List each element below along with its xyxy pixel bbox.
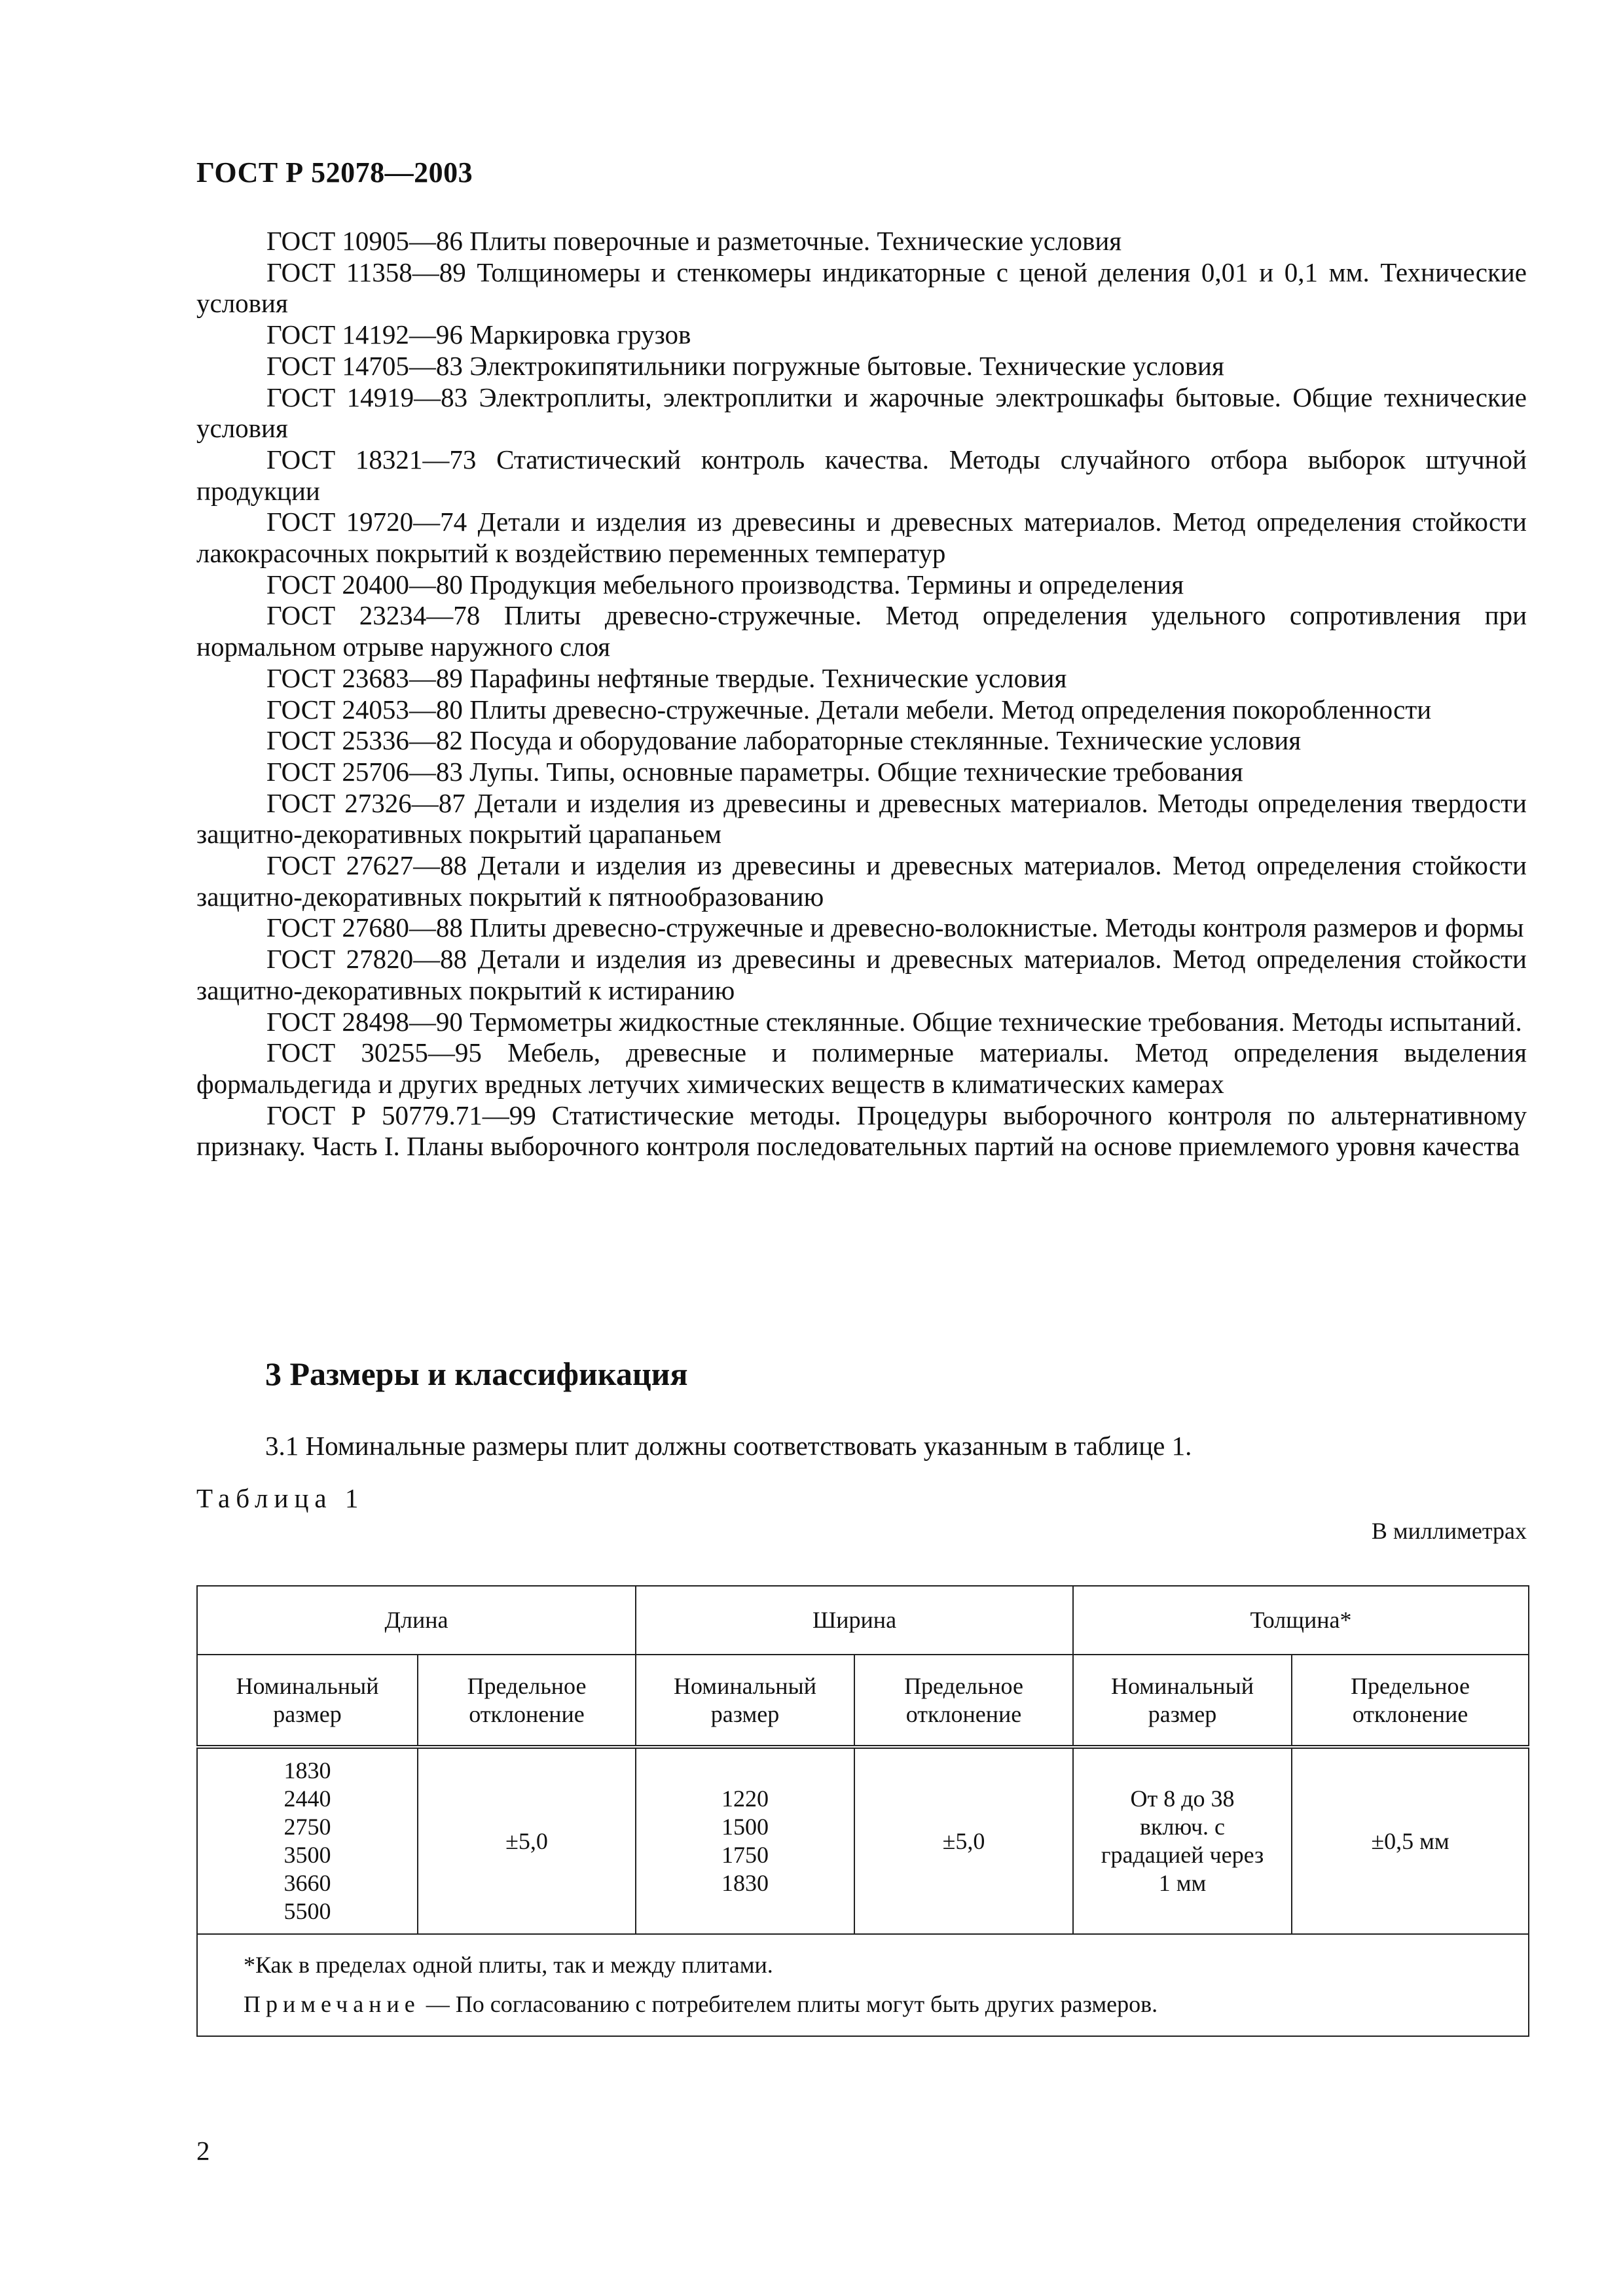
- reference-entry: [196, 351, 1527, 382]
- reference-code: ГОСТ 25336—82: [266, 725, 463, 756]
- length-values-cell: [197, 1747, 418, 1934]
- reference-title: Термометры жидкостные стеклянные. Общие технические требования. Методы испытаний.: [469, 1006, 1522, 1037]
- length-value: 5500: [283, 1898, 331, 1924]
- reference-entry: [196, 1100, 1527, 1162]
- reference-title: Маркировка грузов: [469, 319, 691, 350]
- section-title: 3 Размеры и классификация: [265, 1355, 688, 1392]
- header-length: Длина: [197, 1586, 636, 1655]
- reference-title: Продукция мебельного производства. Термины и определения: [469, 569, 1184, 600]
- reference-entry: [196, 850, 1527, 912]
- reference-code: ГОСТ 11358—89: [266, 257, 466, 287]
- width-value: 1750: [721, 1842, 769, 1868]
- reference-code: ГОСТ 14192—96: [266, 319, 463, 350]
- reference-code: ГОСТ 23234—78: [266, 600, 481, 631]
- reference-entry: [196, 257, 1527, 319]
- reference-entry: [196, 725, 1527, 757]
- reference-entry: [196, 569, 1527, 601]
- reference-code: ГОСТ 23683—89: [266, 662, 463, 693]
- reference-title: Лупы. Типы, основные параметры. Общие технические требования: [469, 756, 1243, 787]
- reference-title: Плиты поверочные и разметочные. Технические условия: [469, 226, 1122, 256]
- reference-entry: [196, 694, 1527, 726]
- reference-entry: [196, 944, 1527, 1006]
- reference-code: ГОСТ 27627—88: [266, 850, 467, 881]
- reference-code: ГОСТ 20400—80: [266, 569, 463, 600]
- reference-entry: [196, 319, 1527, 351]
- normative-references-list: [196, 226, 1527, 1162]
- reference-title: Парафины нефтяные твердые. Технические условия: [469, 662, 1067, 693]
- length-value: 3500: [283, 1842, 331, 1868]
- reference-title: Детали и изделия из древесины и древесных материалов. Метод определения стойкости защитно-декоративных покрытий к истиранию: [196, 944, 1527, 1005]
- reference-entry: [196, 788, 1527, 850]
- table-footnote: *Как в пределах одной плиты, так и между плитами.: [244, 1952, 773, 1978]
- reference-title: Детали и изделия из древесины и древесных материалов. Метод определения стойкости защитно-декоративных покрытий к пятнообразованию: [196, 850, 1527, 912]
- subheader-width-tolerance: Предельное отклонение: [854, 1655, 1073, 1747]
- reference-title: Плиты древесно-стружечные и древесно-волокнистые. Методы контроля размеров и формы: [469, 912, 1524, 943]
- reference-code: ГОСТ 27326—87: [266, 787, 465, 818]
- width-value: 1220: [721, 1785, 769, 1812]
- reference-entry: [196, 912, 1527, 944]
- reference-code: ГОСТ 30255—95: [266, 1037, 482, 1068]
- reference-code: ГОСТ 19720—74: [266, 507, 467, 537]
- reference-entry: [196, 1007, 1527, 1038]
- table-notes-cell: [197, 1934, 1529, 2036]
- reference-title: Детали и изделия из древесины и древесных материалов. Методы определения твердости защитно-декоративных покрытий царапаньем: [196, 787, 1527, 850]
- reference-code: ГОСТ 27820—88: [266, 944, 467, 975]
- subheader-thickness-tolerance: Предельное отклонение: [1292, 1655, 1529, 1747]
- subheader-thickness-nominal: Номинальный размер: [1073, 1655, 1292, 1747]
- width-tolerance-cell: ±5,0: [854, 1747, 1073, 1934]
- reference-title: Электроплиты, электроплитки и жарочные электрошкафы бытовые. Общие технические условия: [196, 382, 1527, 444]
- length-value: 1830: [283, 1757, 331, 1784]
- reference-title: Статистические методы. Процедуры выборочного контроля по альтернативному признаку. Часть I. Планы выборочного контроля последовательных партий на основе приемлемого уровня качества: [196, 1100, 1527, 1162]
- reference-code: ГОСТ 18321—73: [266, 444, 477, 475]
- reference-title: Посуда и оборудование лабораторные стеклянные. Технические условия: [469, 725, 1302, 756]
- subheader-length-tolerance: Предельное отклонение: [418, 1655, 636, 1747]
- table-note: [244, 1984, 1482, 2024]
- reference-title: Электрокипятильники погружные бытовые. Технические условия: [469, 350, 1224, 381]
- reference-entry: [196, 600, 1527, 662]
- width-value: 1500: [721, 1814, 769, 1840]
- note-label: Примечание: [244, 1991, 420, 2017]
- reference-entry: [196, 226, 1527, 257]
- reference-title: Плиты древесно-стружечные. Метод определения удельного сопротивления при нормальном отрыве наружного слоя: [196, 600, 1527, 662]
- reference-title: Плиты древесно-стружечные. Детали мебели. Метод определения покоробленности: [469, 694, 1432, 725]
- section-paragraph: 3.1 Номинальные размеры плит должны соответствовать указанным в таблице 1.: [265, 1431, 1192, 1461]
- reference-code: ГОСТ 10905—86: [266, 226, 463, 256]
- reference-code: ГОСТ 14705—83: [266, 350, 463, 381]
- table-unit-note: В миллиметрах: [1371, 1518, 1527, 1544]
- thickness-tolerance-cell: ±0,5 мм: [1292, 1747, 1529, 1934]
- reference-entry: [196, 757, 1527, 788]
- length-value: 2750: [283, 1814, 331, 1840]
- header-thickness: Толщина*: [1073, 1586, 1529, 1655]
- reference-code: ГОСТ Р 50779.71—99: [266, 1100, 536, 1130]
- thickness-nominal-cell: От 8 до 38 включ. с градацией через 1 мм: [1073, 1747, 1292, 1934]
- reference-code: ГОСТ 24053—80: [266, 694, 463, 725]
- note-text: — По согласованию с потребителем плиты могут быть других размеров.: [420, 1991, 1158, 2017]
- reference-entry: [196, 1037, 1527, 1100]
- page-number: 2: [196, 2136, 210, 2166]
- table-caption: Таблица 1: [196, 1483, 365, 1513]
- reference-code: ГОСТ 27680—88: [266, 912, 463, 943]
- reference-entry: [196, 663, 1527, 694]
- reference-title: Детали и изделия из древесины и древесных материалов. Метод определения стойкости лакокрасочных покрытий к воздействию переменных температур: [196, 507, 1527, 569]
- width-value: 1830: [721, 1870, 769, 1896]
- document-header: ГОСТ Р 52078—2003: [196, 156, 473, 188]
- subheader-length-nominal: Номинальный размер: [197, 1655, 418, 1747]
- reference-code: ГОСТ 28498—90: [266, 1006, 463, 1037]
- reference-title: Мебель, древесные и полимерные материалы. Метод определения выделения формальдегида и других вредных летучих химических веществ в климатических камерах: [196, 1037, 1527, 1099]
- reference-code: ГОСТ 25706—83: [266, 756, 463, 787]
- dimensions-table: [196, 1585, 1529, 2037]
- header-width: Ширина: [636, 1586, 1073, 1655]
- reference-entry: [196, 444, 1527, 507]
- reference-code: ГОСТ 14919—83: [266, 382, 468, 412]
- reference-entry: [196, 382, 1527, 444]
- reference-title: Статистический контроль качества. Методы случайного отбора выборок штучной продукции: [196, 444, 1527, 506]
- subheader-width-nominal: Номинальный размер: [636, 1655, 854, 1747]
- reference-title: Толщиномеры и стенкомеры индикаторные с ценой деления 0,01 и 0,1 мм. Технические условия: [196, 257, 1527, 319]
- length-tolerance-cell: ±5,0: [418, 1747, 636, 1934]
- width-values-cell: [636, 1747, 854, 1934]
- reference-entry: [196, 507, 1527, 569]
- length-value: 2440: [283, 1785, 331, 1812]
- length-value: 3660: [283, 1870, 331, 1896]
